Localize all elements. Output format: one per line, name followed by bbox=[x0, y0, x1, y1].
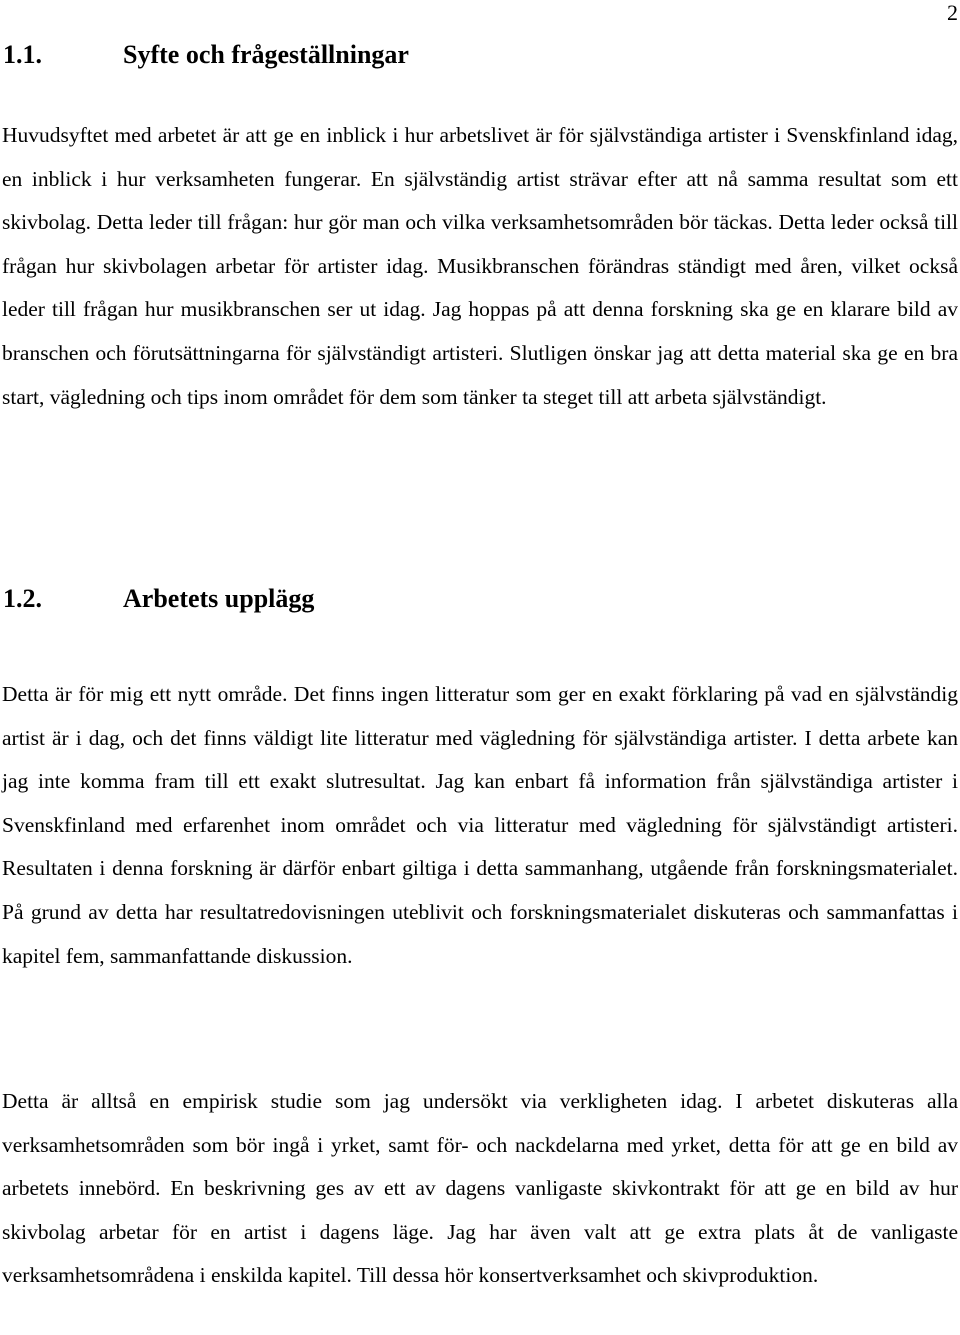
section-heading-1-1 bbox=[3, 40, 409, 70]
page-number: 2 bbox=[947, 0, 958, 25]
section-number: 1.2. bbox=[3, 584, 42, 613]
paragraph-upplagg-2: Detta är alltså en empirisk studie som jag undersökt via verkligheten idag. I arbetet diskuteras alla verksamhetsområden som bör ingå i yrket, samt för- och nackdelarna med yrket, detta för att ge en bild av arbetets innebörd. En beskrivning ges av ett av dagens vanligaste skivkontrakt för att ge en bild av hur skivbolag arbetar för en artist i dagens läge. Jag har även valt att ge extra plats åt de vanligaste verksamhetsområdena i enskilda kapitel. Till dessa hör konsertverksamhet och skivproduktion. bbox=[2, 1089, 958, 1288]
section-title: Arbetets upplägg bbox=[123, 584, 315, 613]
section-number: 1.1. bbox=[3, 40, 42, 69]
section-title: Syfte och frågeställningar bbox=[123, 40, 409, 69]
paragraph-upplagg-1: Detta är för mig ett nytt område. Det finns ingen litteratur som ger en exakt förklaring på vad en självständig artist är i dag, och det finns väldigt lite litteratur med vägledning för självständiga artister. I detta arbete kan jag inte komma fram till ett exakt slutresultat. Jag kan enbart få information från självständiga artister i Svenskfinland med erfarenhet inom området och via litteratur med vägledning för självständigt artisteri. Resultaten i denna forskning är därför enbart giltiga i detta sammanhang, utgående från forskningsmaterialet. På grund av detta har resultatredovisningen uteblivit och forskningsmaterialet diskuteras och sammanfattas i kapitel fem, sammanfattande diskussion. bbox=[2, 682, 958, 968]
paragraph-syfte: Huvudsyftet med arbetet är att ge en inblick i hur arbetslivet är för självständiga artister i Svenskfinland idag, en inblick i hur verksamheten fungerar. En självständig artist strävar efter att nå samma resultat som ett skivbolag. Detta leder till frågan: hur gör man och vilka verksamhetsområden bör täckas. Detta leder också till frågan hur skivbolagen arbetar för artister idag. Musikbranschen förändras ständigt med åren, vilket också leder till frågan hur musikbranschen ser ut idag. Jag hoppas på att denna forskning ska ge en klarare bild av branschen och förutsättningarna för självständigt artisteri. Slutligen önskar jag att detta material ska ge en bra start, vägledning och tips inom området för dem som tänker ta steget till att arbeta självständigt. bbox=[2, 123, 958, 409]
section-heading-1-2 bbox=[3, 584, 314, 614]
